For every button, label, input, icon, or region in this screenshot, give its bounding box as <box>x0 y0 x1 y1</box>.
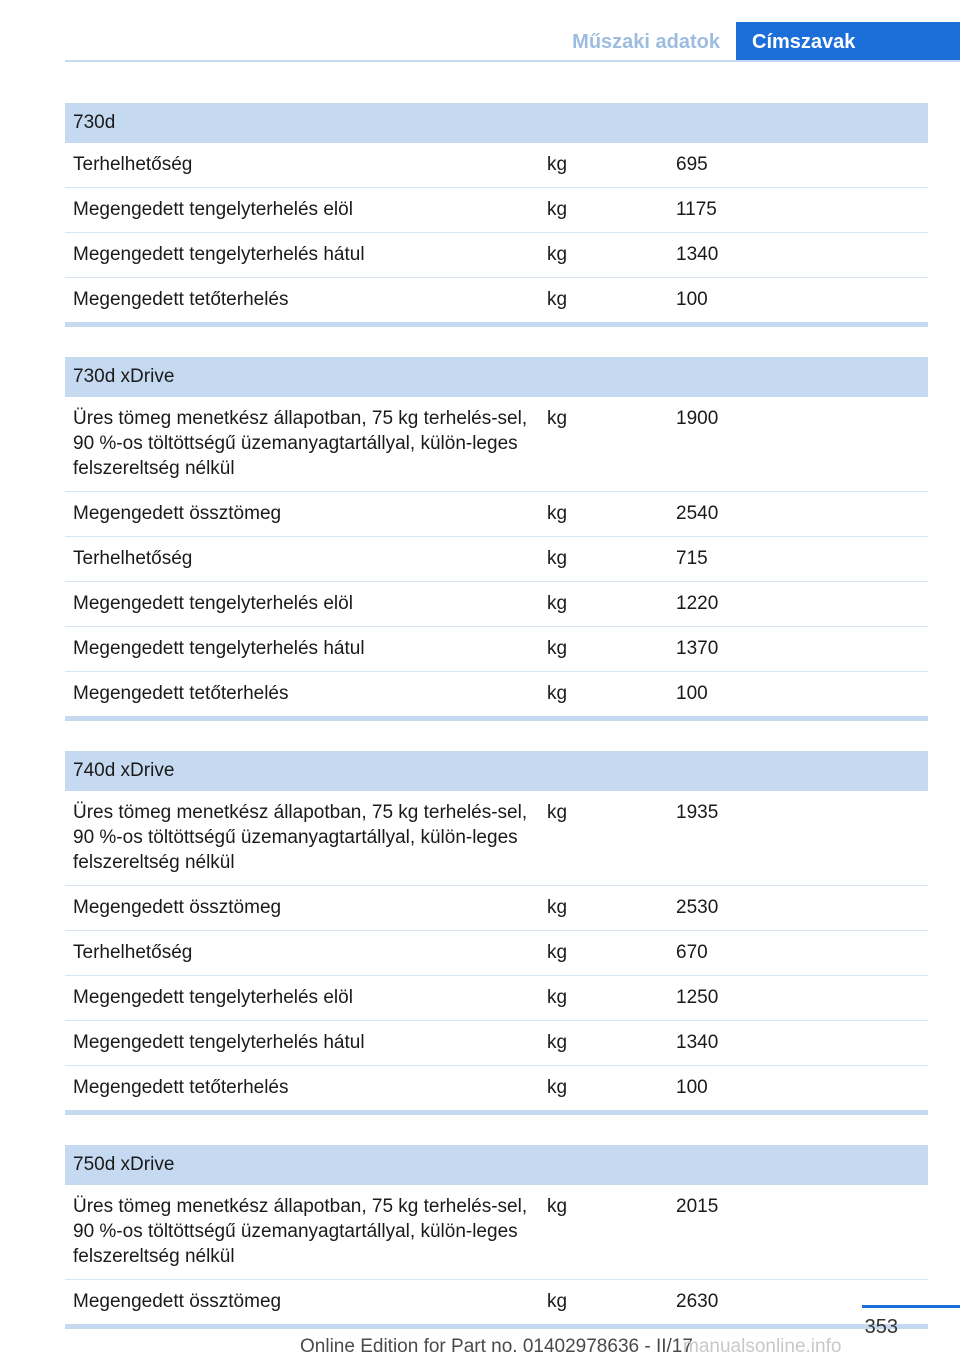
row-unit: kg <box>547 244 568 265</box>
row-unit: kg <box>547 802 568 823</box>
footer-divider <box>862 1305 960 1308</box>
row-label: Megengedett tengelyterhelés hátul <box>73 1032 365 1053</box>
page-number: 353 <box>864 1316 898 1338</box>
row-value: 1220 <box>676 593 719 614</box>
row-label: Terhelhetőség <box>73 154 193 175</box>
row-unit: kg <box>547 1077 568 1098</box>
spec-table-750d-xdrive <box>65 1145 928 1329</box>
spec-table-730d <box>65 103 928 327</box>
row-label: Megengedett tetőterhelés <box>73 683 289 704</box>
row-label: Terhelhetőség <box>73 942 193 963</box>
row-value: 1340 <box>676 244 719 265</box>
row-value: 1340 <box>676 1032 719 1053</box>
table-title: 740d xDrive <box>65 751 928 791</box>
table-row <box>65 1021 928 1066</box>
row-value: 695 <box>676 154 708 175</box>
row-unit: kg <box>547 1032 568 1053</box>
table-row <box>65 233 928 278</box>
row-label: Megengedett tengelyterhelés elöl <box>73 593 353 614</box>
table-row <box>65 627 928 672</box>
table-row <box>65 1066 928 1110</box>
row-value: 2540 <box>676 503 719 524</box>
edition-note: Online Edition for Part no. 01402978636 - II/17 <box>300 1336 693 1357</box>
table-row <box>65 188 928 233</box>
table-row <box>65 278 928 322</box>
section-tab[interactable]: Műszaki adatok <box>572 31 720 53</box>
row-value: 1935 <box>676 802 719 823</box>
row-unit: kg <box>547 683 568 704</box>
table-row <box>65 397 928 492</box>
row-unit: kg <box>547 548 568 569</box>
page-header <box>0 0 960 62</box>
row-label: Megengedett össztömeg <box>73 503 282 524</box>
row-unit: kg <box>547 503 568 524</box>
table-title: 750d xDrive <box>65 1145 928 1185</box>
row-value: 1900 <box>676 408 719 429</box>
table-row <box>65 582 928 627</box>
row-unit: kg <box>547 897 568 918</box>
row-label: Megengedett össztömeg <box>73 897 282 918</box>
row-label: Megengedett tengelyterhelés elöl <box>73 987 353 1008</box>
row-label: Megengedett tengelyterhelés hátul <box>73 244 365 265</box>
row-value: 715 <box>676 548 708 569</box>
table-row <box>65 886 928 931</box>
row-label: Megengedett tengelyterhelés elöl <box>73 199 353 220</box>
row-value: 2530 <box>676 897 719 918</box>
row-unit: kg <box>547 1291 568 1312</box>
table-row <box>65 791 928 886</box>
row-unit: kg <box>547 289 568 310</box>
table-row <box>65 1185 928 1280</box>
row-unit: kg <box>547 408 568 429</box>
row-unit: kg <box>547 593 568 614</box>
row-label: Üres tömeg menetkész állapotban, 75 kg terhelés-sel, 90 %-os töltöttségű üzemanyagtartállyal, külön-leges felszereltség nélkül <box>73 408 528 479</box>
table-row <box>65 143 928 188</box>
row-value: 2015 <box>676 1196 719 1217</box>
table-title: 730d xDrive <box>65 357 928 397</box>
row-unit: kg <box>547 638 568 659</box>
table-row <box>65 976 928 1021</box>
row-unit: kg <box>547 154 568 175</box>
row-label: Megengedett tetőterhelés <box>73 289 289 310</box>
table-title: 730d <box>65 103 928 143</box>
watermark: manualsonline.info <box>683 1336 842 1357</box>
row-label: Megengedett tetőterhelés <box>73 1077 289 1098</box>
row-value: 100 <box>676 1077 708 1098</box>
row-value: 1250 <box>676 987 719 1008</box>
row-value: 100 <box>676 683 708 704</box>
row-label: Üres tömeg menetkész állapotban, 75 kg terhelés-sel, 90 %-os töltöttségű üzemanyagtartállyal, külön-leges felszereltség nélkül <box>73 1196 528 1267</box>
header-divider <box>65 60 960 62</box>
spec-table-730d-xdrive <box>65 357 928 721</box>
row-value: 2630 <box>676 1291 719 1312</box>
row-label: Megengedett tengelyterhelés hátul <box>73 638 365 659</box>
spec-tables <box>65 103 928 1359</box>
row-unit: kg <box>547 942 568 963</box>
spec-table-740d-xdrive <box>65 751 928 1115</box>
row-value: 100 <box>676 289 708 310</box>
table-row <box>65 537 928 582</box>
row-value: 1370 <box>676 638 719 659</box>
row-unit: kg <box>547 199 568 220</box>
table-row <box>65 1280 928 1324</box>
row-unit: kg <box>547 1196 568 1217</box>
table-row <box>65 492 928 537</box>
row-value: 670 <box>676 942 708 963</box>
row-value: 1175 <box>676 199 717 220</box>
row-unit: kg <box>547 987 568 1008</box>
table-row <box>65 672 928 716</box>
row-label: Üres tömeg menetkész állapotban, 75 kg terhelés-sel, 90 %-os töltöttségű üzemanyagtartállyal, külön-leges felszereltség nélkül <box>73 802 528 873</box>
table-row <box>65 931 928 976</box>
row-label: Megengedett össztömeg <box>73 1291 282 1312</box>
row-label: Terhelhetőség <box>73 548 193 569</box>
chapter-tab[interactable]: Címszavak <box>736 22 960 62</box>
